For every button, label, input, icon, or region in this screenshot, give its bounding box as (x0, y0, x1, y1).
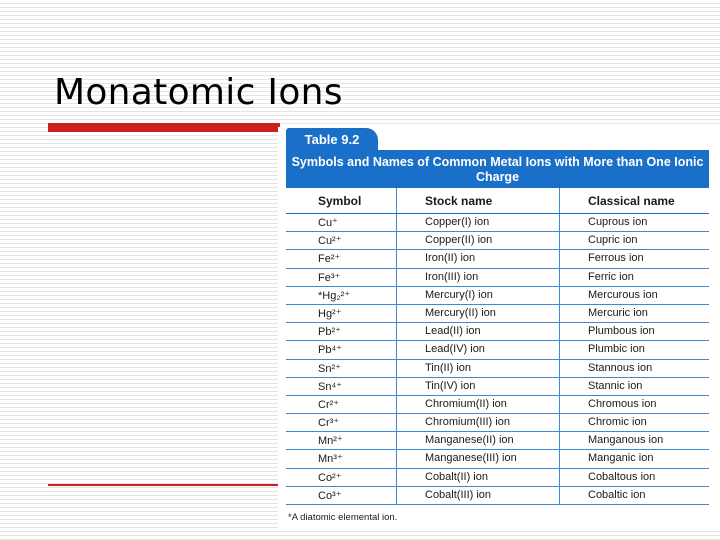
classical-name: Ferrous ion (588, 252, 644, 265)
table-row (286, 287, 709, 305)
ion-symbol: Fe³⁺ (286, 269, 397, 286)
table-rows (286, 214, 709, 505)
classical-name: Manganic ion (588, 452, 654, 465)
classical-name: Cupric ion (588, 234, 638, 247)
table-footnote: *A diatomic elemental ion. (288, 512, 398, 523)
ion-symbol: Sn⁴⁺ (286, 378, 397, 395)
title-accent-bar (48, 123, 280, 132)
classical-name: Stannic ion (588, 379, 643, 392)
ion-symbol: Cr³⁺ (286, 414, 397, 431)
ion-symbol: Co²⁺ (286, 469, 397, 486)
table-row (286, 469, 709, 487)
table-row (286, 269, 709, 287)
ion-symbol: Pb²⁺ (286, 323, 397, 340)
stock-name: Lead(IV) ion (397, 341, 560, 358)
header-symbol: Symbol (286, 188, 397, 213)
table-header-row (286, 188, 709, 214)
ion-symbol: Fe²⁺ (286, 250, 397, 267)
ion-symbol: Mn³⁺ (286, 450, 397, 467)
table-row (286, 250, 709, 268)
stock-name: Lead(II) ion (397, 323, 560, 340)
ion-symbol: Pb⁴⁺ (286, 341, 397, 358)
classical-name: Chromic ion (588, 416, 647, 429)
stock-name: Chromium(II) ion (397, 396, 560, 413)
table-row (286, 396, 709, 414)
table-row (286, 305, 709, 323)
ion-symbol: Sn²⁺ (286, 360, 397, 377)
table-row (286, 323, 709, 341)
classical-name: Stannous ion (588, 361, 653, 374)
classical-name: Mercuric ion (588, 306, 648, 319)
ion-symbol: Mn²⁺ (286, 432, 397, 449)
table-caption: Symbols and Names of Common Metal Ions with More than One Ionic Charge (286, 150, 709, 188)
table-row (286, 378, 709, 396)
classical-name: Cobaltous ion (588, 470, 656, 483)
table-row (286, 214, 709, 232)
classical-name: Cobaltic ion (588, 488, 646, 501)
footer-divider (48, 484, 280, 486)
stock-name: Tin(II) ion (397, 360, 560, 377)
table-row (286, 450, 709, 468)
classical-name: Plumbic ion (588, 343, 645, 356)
ion-symbol: Hg²⁺ (286, 305, 397, 322)
classical-name: Ferric ion (588, 270, 634, 283)
stock-name: Cobalt(II) ion (397, 469, 560, 486)
table-row (286, 360, 709, 378)
classical-name: Cuprous ion (588, 216, 648, 228)
stock-name: Copper(II) ion (397, 232, 560, 249)
ion-symbol: Co³⁺ (286, 487, 397, 504)
stock-name: Tin(IV) ion (397, 378, 560, 395)
stock-name: Mercury(II) ion (397, 305, 560, 322)
stock-name: Manganese(III) ion (397, 450, 560, 467)
table-row (286, 414, 709, 432)
table-number-tab: Table 9.2 (286, 128, 378, 150)
stock-name: Cobalt(III) ion (397, 487, 560, 504)
slide-title: Monatomic Ions (54, 72, 343, 113)
ion-names-table (286, 188, 709, 505)
stock-name: Iron(III) ion (397, 269, 560, 286)
table-row (286, 487, 709, 505)
classical-name: Manganous ion (588, 434, 664, 447)
ion-symbol: Cu²⁺ (286, 232, 397, 249)
header-classical-name: Classical name (588, 194, 675, 208)
table-row (286, 341, 709, 359)
classical-name: Chromous ion (588, 397, 657, 410)
stock-name: Chromium(III) ion (397, 414, 560, 431)
ion-symbol: *Hg₂²⁺ (286, 287, 397, 304)
stock-name: Manganese(II) ion (397, 432, 560, 449)
ion-symbol: Cu⁺ (286, 214, 397, 231)
table-row (286, 232, 709, 250)
stock-name: Mercury(I) ion (397, 287, 560, 304)
stock-name: Copper(I) ion (397, 214, 560, 231)
stock-name: Iron(II) ion (397, 250, 560, 267)
classical-name: Plumbous ion (588, 325, 655, 338)
table-row (286, 432, 709, 450)
header-stock-name: Stock name (397, 188, 560, 213)
classical-name: Mercurous ion (588, 288, 658, 301)
ion-symbol: Cr²⁺ (286, 396, 397, 413)
